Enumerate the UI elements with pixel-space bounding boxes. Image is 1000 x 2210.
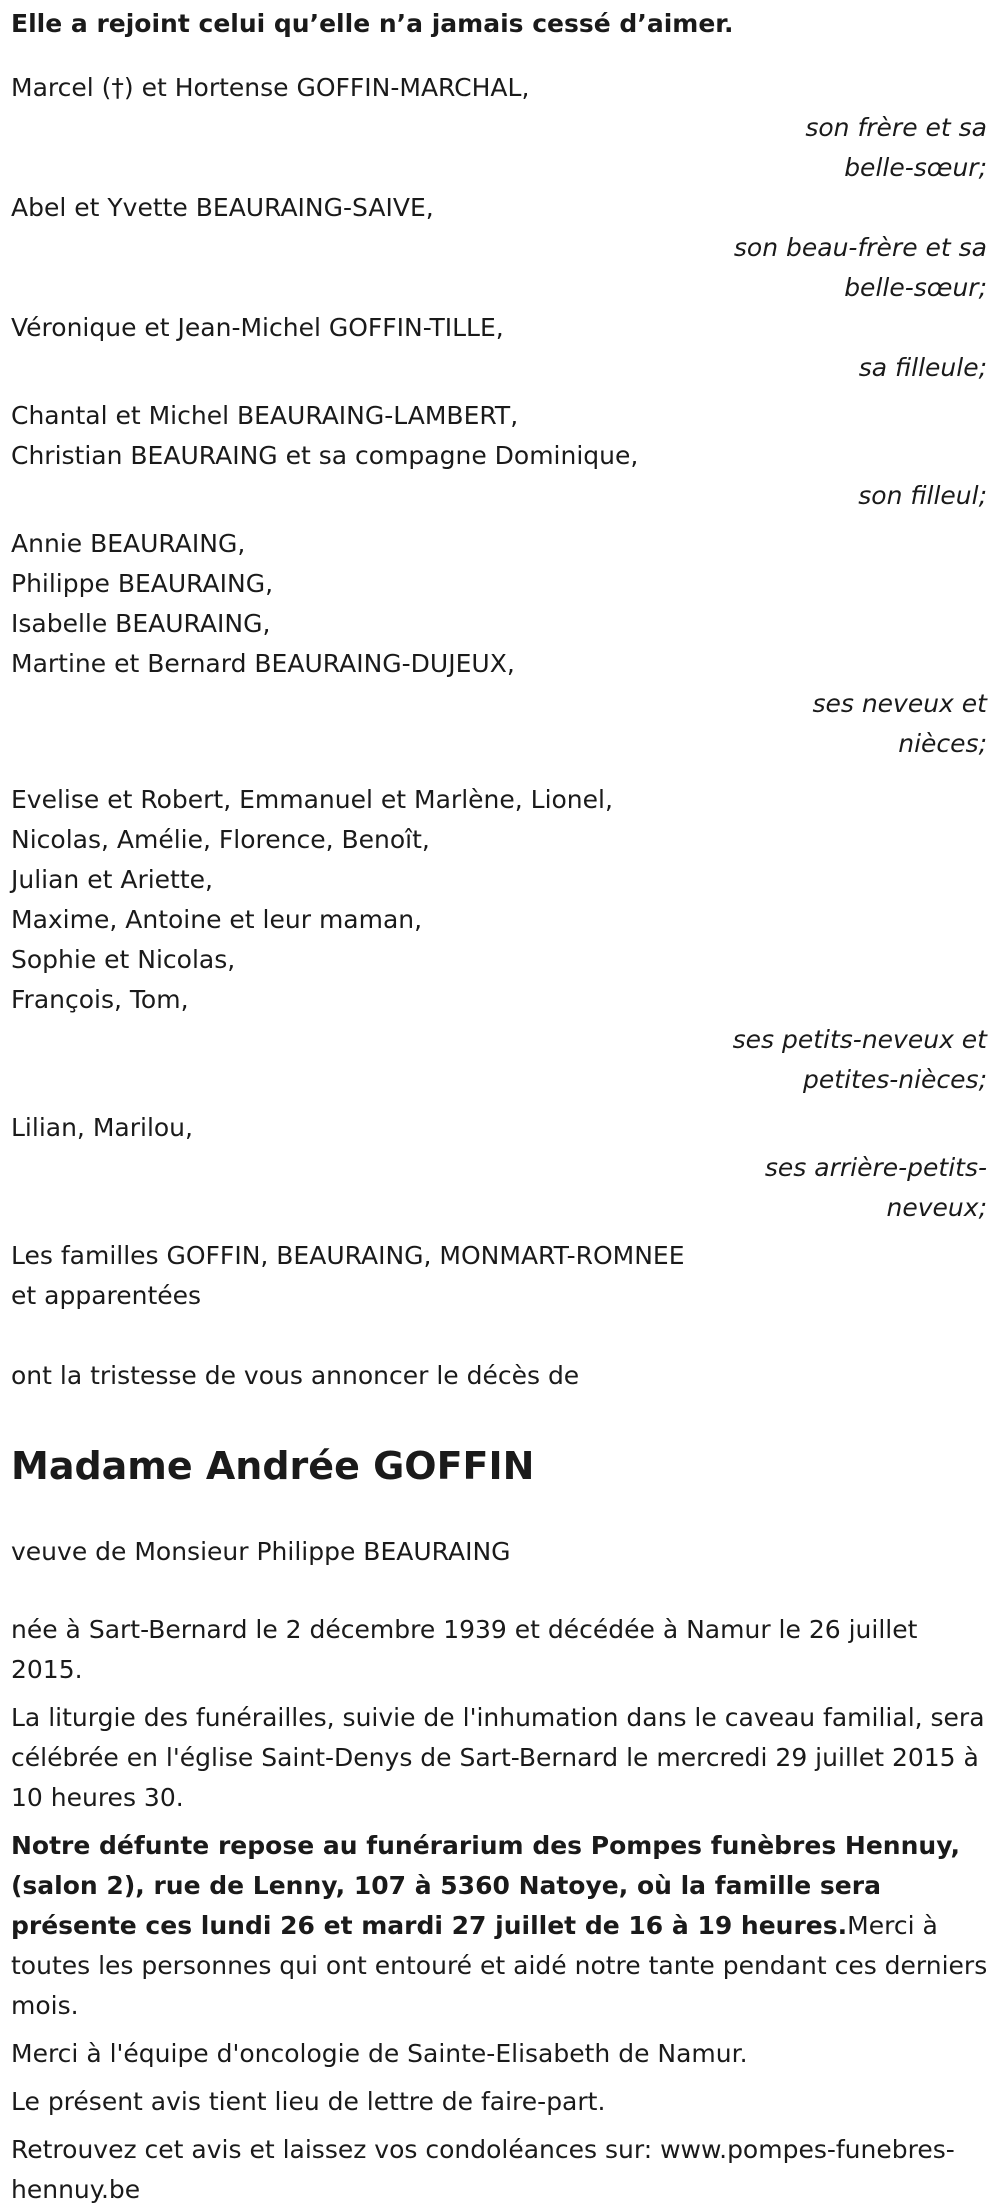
family-line: Philippe BEAURAING, <box>11 569 274 598</box>
resting-place-text: Notre défunte repose au funérarium des Pompes funèbres Hennuy, (salon 2), rue de Lenny, 107 à 5360 Natoye, où la famille sera présente ces lundi 26 et mardi 27 juillet de 16 à 19 heures. <box>11 1831 961 1940</box>
relation-label: belle-sœur; <box>844 153 987 182</box>
family-line: Maxime, Antoine et leur maman, <box>11 905 423 934</box>
relation-label: petites-nièces; <box>803 1065 987 1094</box>
family-line: Chantal et Michel BEAURAING-LAMBERT, <box>11 401 519 430</box>
announcement-text: ont la tristesse de vous annoncer le décès de <box>11 1361 580 1390</box>
family-line: Véronique et Jean-Michel GOFFIN-TILLE, <box>11 313 504 342</box>
extended-families <box>11 1236 989 1316</box>
family-line: Isabelle BEAURAING, <box>11 609 271 638</box>
family-line: Christian BEAURAING et sa compagne Dominique, <box>11 441 639 470</box>
thanks-text: Merci à toutes les personnes qui ont entouré et aidé notre tante pendant ces derniers mois. <box>11 1911 988 2020</box>
family-line: Julian et Ariette, <box>11 865 213 894</box>
relation-label: neveux; <box>886 1193 987 1222</box>
family-group <box>11 396 989 516</box>
family-line: Evelise et Robert, Emmanuel et Marlène, Lionel, <box>11 785 613 814</box>
headline: Elle a rejoint celui qu’elle n’a jamais cessé d’aimer. <box>11 9 734 38</box>
family-line: Annie BEAURAING, <box>11 529 246 558</box>
family-group <box>11 68 989 188</box>
relation-label: ses petits-neveux et <box>732 1025 987 1054</box>
relation-label: ses arrière-petits- <box>764 1153 987 1182</box>
families-line: et apparentées <box>11 1281 202 1310</box>
liturgy-text: La liturgie des funérailles, suivie de l'inhumation dans le caveau familial, sera célébrée en l'église Saint-Denys de Sart-Bernard le mercredi 29 juillet 2015 à 10 heures 30. <box>11 1703 985 1812</box>
family-line: Lilian, Marilou, <box>11 1113 193 1142</box>
families-line: Les familles GOFFIN, BEAURAING, MONMART-ROMNEE <box>11 1241 685 1270</box>
resting-place-paragraph <box>11 1826 989 2026</box>
family-line: Sophie et Nicolas, <box>11 945 236 974</box>
relation-label: ses neveux et <box>812 689 987 718</box>
relation-label: nièces; <box>898 729 987 758</box>
deceased-name: Madame Andrée GOFFIN <box>11 1444 535 1488</box>
family-line: Nicolas, Amélie, Florence, Benoît, <box>11 825 430 854</box>
relation-label: belle-sœur; <box>844 273 987 302</box>
family-line: Marcel (†) et Hortense GOFFIN-MARCHAL, <box>11 73 530 102</box>
relation-label: sa filleule; <box>858 353 987 382</box>
oncology-thanks-text: Merci à l'équipe d'oncologie de Sainte-Elisabeth de Namur. <box>11 2039 748 2068</box>
family-group <box>11 780 989 1100</box>
notice-text: Le présent avis tient lieu de lettre de faire-part. <box>11 2087 606 2116</box>
family-group <box>11 1108 989 1228</box>
family-line: Abel et Yvette BEAURAING-SAIVE, <box>11 193 434 222</box>
family-group <box>11 188 989 308</box>
widow-of-text: veuve de Monsieur Philippe BEAURAING <box>11 1537 511 1566</box>
birth-death-text: née à Sart-Bernard le 2 décembre 1939 et décédée à Namur le 26 juillet 2015. <box>11 1615 918 1684</box>
family-group <box>11 524 989 764</box>
online-condolences-text: Retrouvez cet avis et laissez vos condoléances sur: www.pompes-funebres-hennuy.be <box>11 2135 955 2204</box>
relation-label: son filleul; <box>858 481 987 510</box>
relation-label: son frère et sa <box>805 113 987 142</box>
family-line: François, Tom, <box>11 985 189 1014</box>
relation-label: son beau-frère et sa <box>733 233 987 262</box>
family-group <box>11 308 989 388</box>
family-line: Martine et Bernard BEAURAING-DUJEUX, <box>11 649 515 678</box>
